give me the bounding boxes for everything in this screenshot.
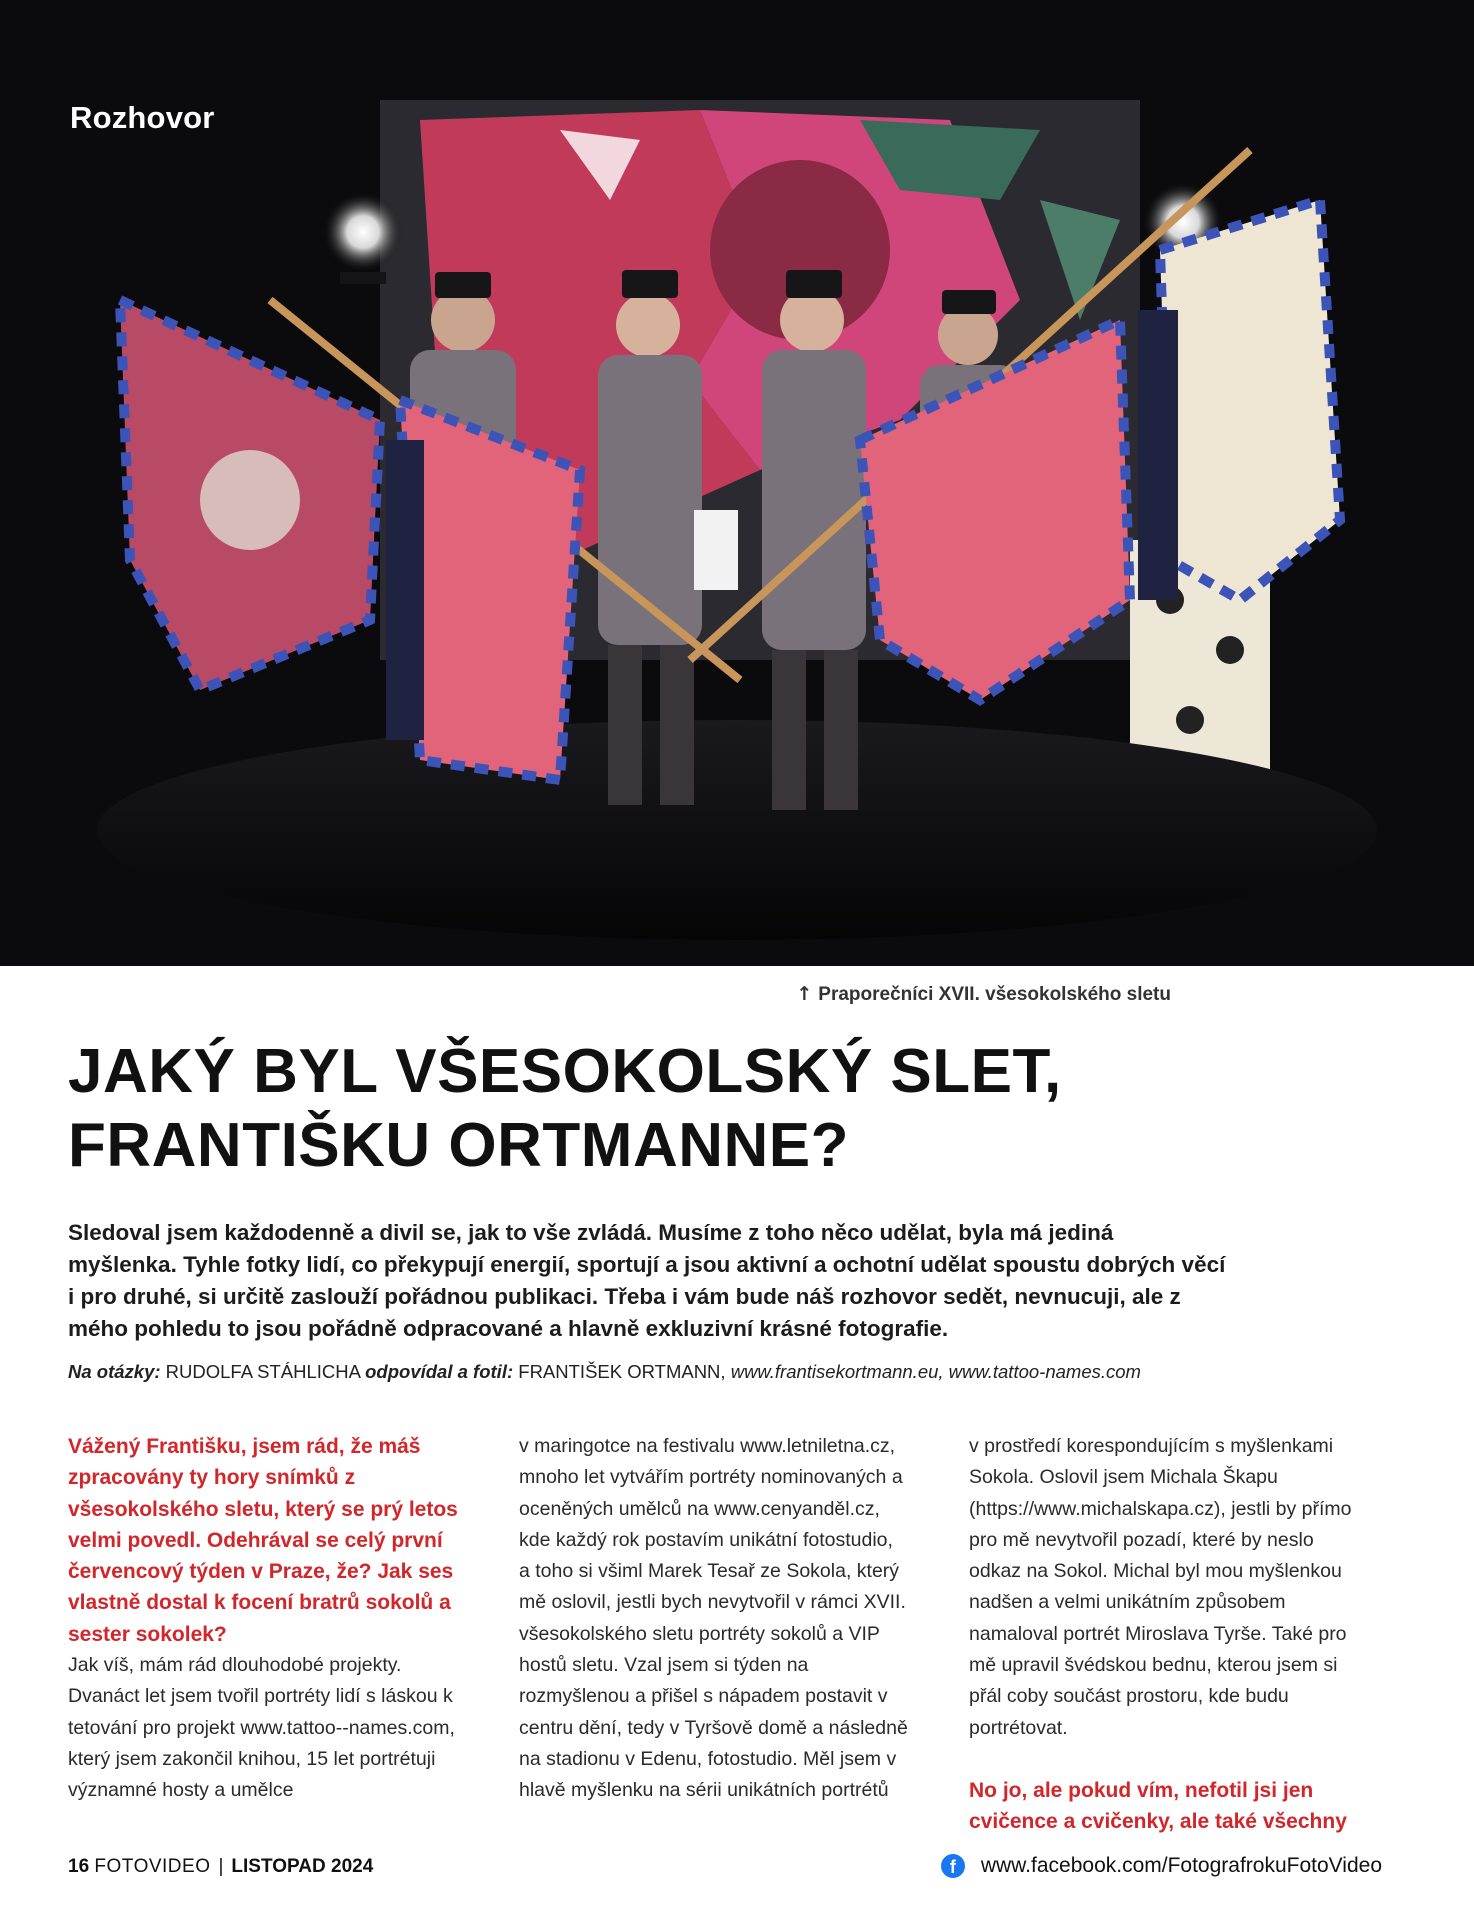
- photo-caption: [796, 983, 1171, 1006]
- interview-answer: v prostředí korespondujícím s myšlenkami Sokola. Oslovil jsem Michala Škapu (https://www.michalskapa.cz), jestli by přímo pro mě nevytvořil pozadí, které by neslo odkaz na Sokol. Michal byl mou myšlenkou nadšen a velmi unikátním způsobem namaloval portrét Miroslava Tyrše. Také pro mě upravil švédskou bednu, kterou jsem si přál coby součást prostoru, kde budu portrétovat.: [969, 1435, 1352, 1739]
- credits-links[interactable]: www.frantisekortmann.eu, www.tattoo-names.com: [730, 1361, 1141, 1382]
- footer-separator: |: [218, 1856, 224, 1877]
- answers-author: FRANTIŠEK ORTMANN,: [518, 1361, 726, 1382]
- footer-left: [68, 1856, 373, 1878]
- floor: [97, 720, 1377, 940]
- interview-question: No jo, ale pokud vím, nefotil jsi jen cvičence a cvičenky, ale také všechny: [969, 1778, 1347, 1834]
- interview-answer: Jak víš, mám rád dlouhodobé projekty. Dvanáct let jsem tvořil portréty lidí s láskou k tetování pro projekt www.tattoo--names.com, který jsem zakončil knihou, 15 let portrétuji významné hosty a umělce: [68, 1654, 455, 1802]
- page-number: 16: [68, 1856, 90, 1877]
- headline-line-2: FRANTIŠKU ORTMANNE?: [68, 1111, 849, 1180]
- page-title: [68, 1035, 1368, 1183]
- section-label: Rozhovor: [70, 100, 215, 135]
- footer-right: [941, 1854, 1382, 1878]
- body-column-3: [969, 1431, 1359, 1838]
- body-column-1: [68, 1431, 458, 1807]
- facebook-link[interactable]: www.facebook.com/FotografrokuFotoVideo: [980, 1854, 1382, 1877]
- publication-name: FOTOVIDEO: [94, 1856, 211, 1877]
- issue-date: LISTOPAD 2024: [231, 1856, 374, 1877]
- facebook-icon: f: [941, 1854, 965, 1878]
- answers-label: odpovídal a fotil:: [365, 1361, 514, 1382]
- questions-label: Na otázky:: [68, 1361, 161, 1382]
- credits-line: [68, 1361, 1398, 1383]
- lead-paragraph: Sledoval jsem každodenně a divil se, jak to vše zvládá. Musíme z toho něco udělat, byla má jediná myšlenka. Tyhle fotky lidí, co překypují energií, sportují a jsou aktivní a ochotní udělat spoustu dobrých věcí i pro druhé, si určitě zaslouží pořádnou publikaci. Třeba i vám bude náš rozhovor sedět, nevnucuji, ale z mého pohledu to jsou pořádně odpracované a hlavně exkluzivní krásné fotografie.: [68, 1220, 1226, 1341]
- body-column-2: [519, 1431, 909, 1807]
- arrow-up-icon: ↑: [796, 983, 813, 1005]
- spotlight-left: [323, 192, 403, 272]
- interview-question: Vážený Františku, jsem rád, že máš zpracovány ty hory snímků z všesokolského sletu, který se prý letos velmi povedl. Odehrával se celý první červencový týden v Praze, že? Jak ses vlastně dostal k focení bratrů sokolů a sester sokolek?: [68, 1435, 458, 1646]
- interview-answer: v maringotce na festivalu www.letniletna.cz, mnoho let vytvářím portréty nominovaných a oceněných umělců na www.cenyanděl.cz, kde každý rok postavím unikátní fotostudio, a toho si všiml Marek Tesař ze Sokola, který mě oslovil, jestli bych nevytvořil v rámci XVII. všesokolského sletu portréty sokolů a VIP hostů sletu. Vzal jsem si týden na rozmyšlenou a přišel s nápadem postavit v centru dění, tedy v Tyršově domě a následně na stadionu v Edenu, fotostudio. Měl jsem v hlavě myšlenku na sérii unikátních portrétů: [519, 1435, 908, 1802]
- questions-author: RUDOLFA STÁHLICHA: [165, 1361, 360, 1382]
- headline-line-1: JAKÝ BYL VŠESOKOLSKÝ SLET,: [68, 1037, 1062, 1106]
- caption-text: Praporečníci XVII. všesokolského sletu: [818, 984, 1171, 1005]
